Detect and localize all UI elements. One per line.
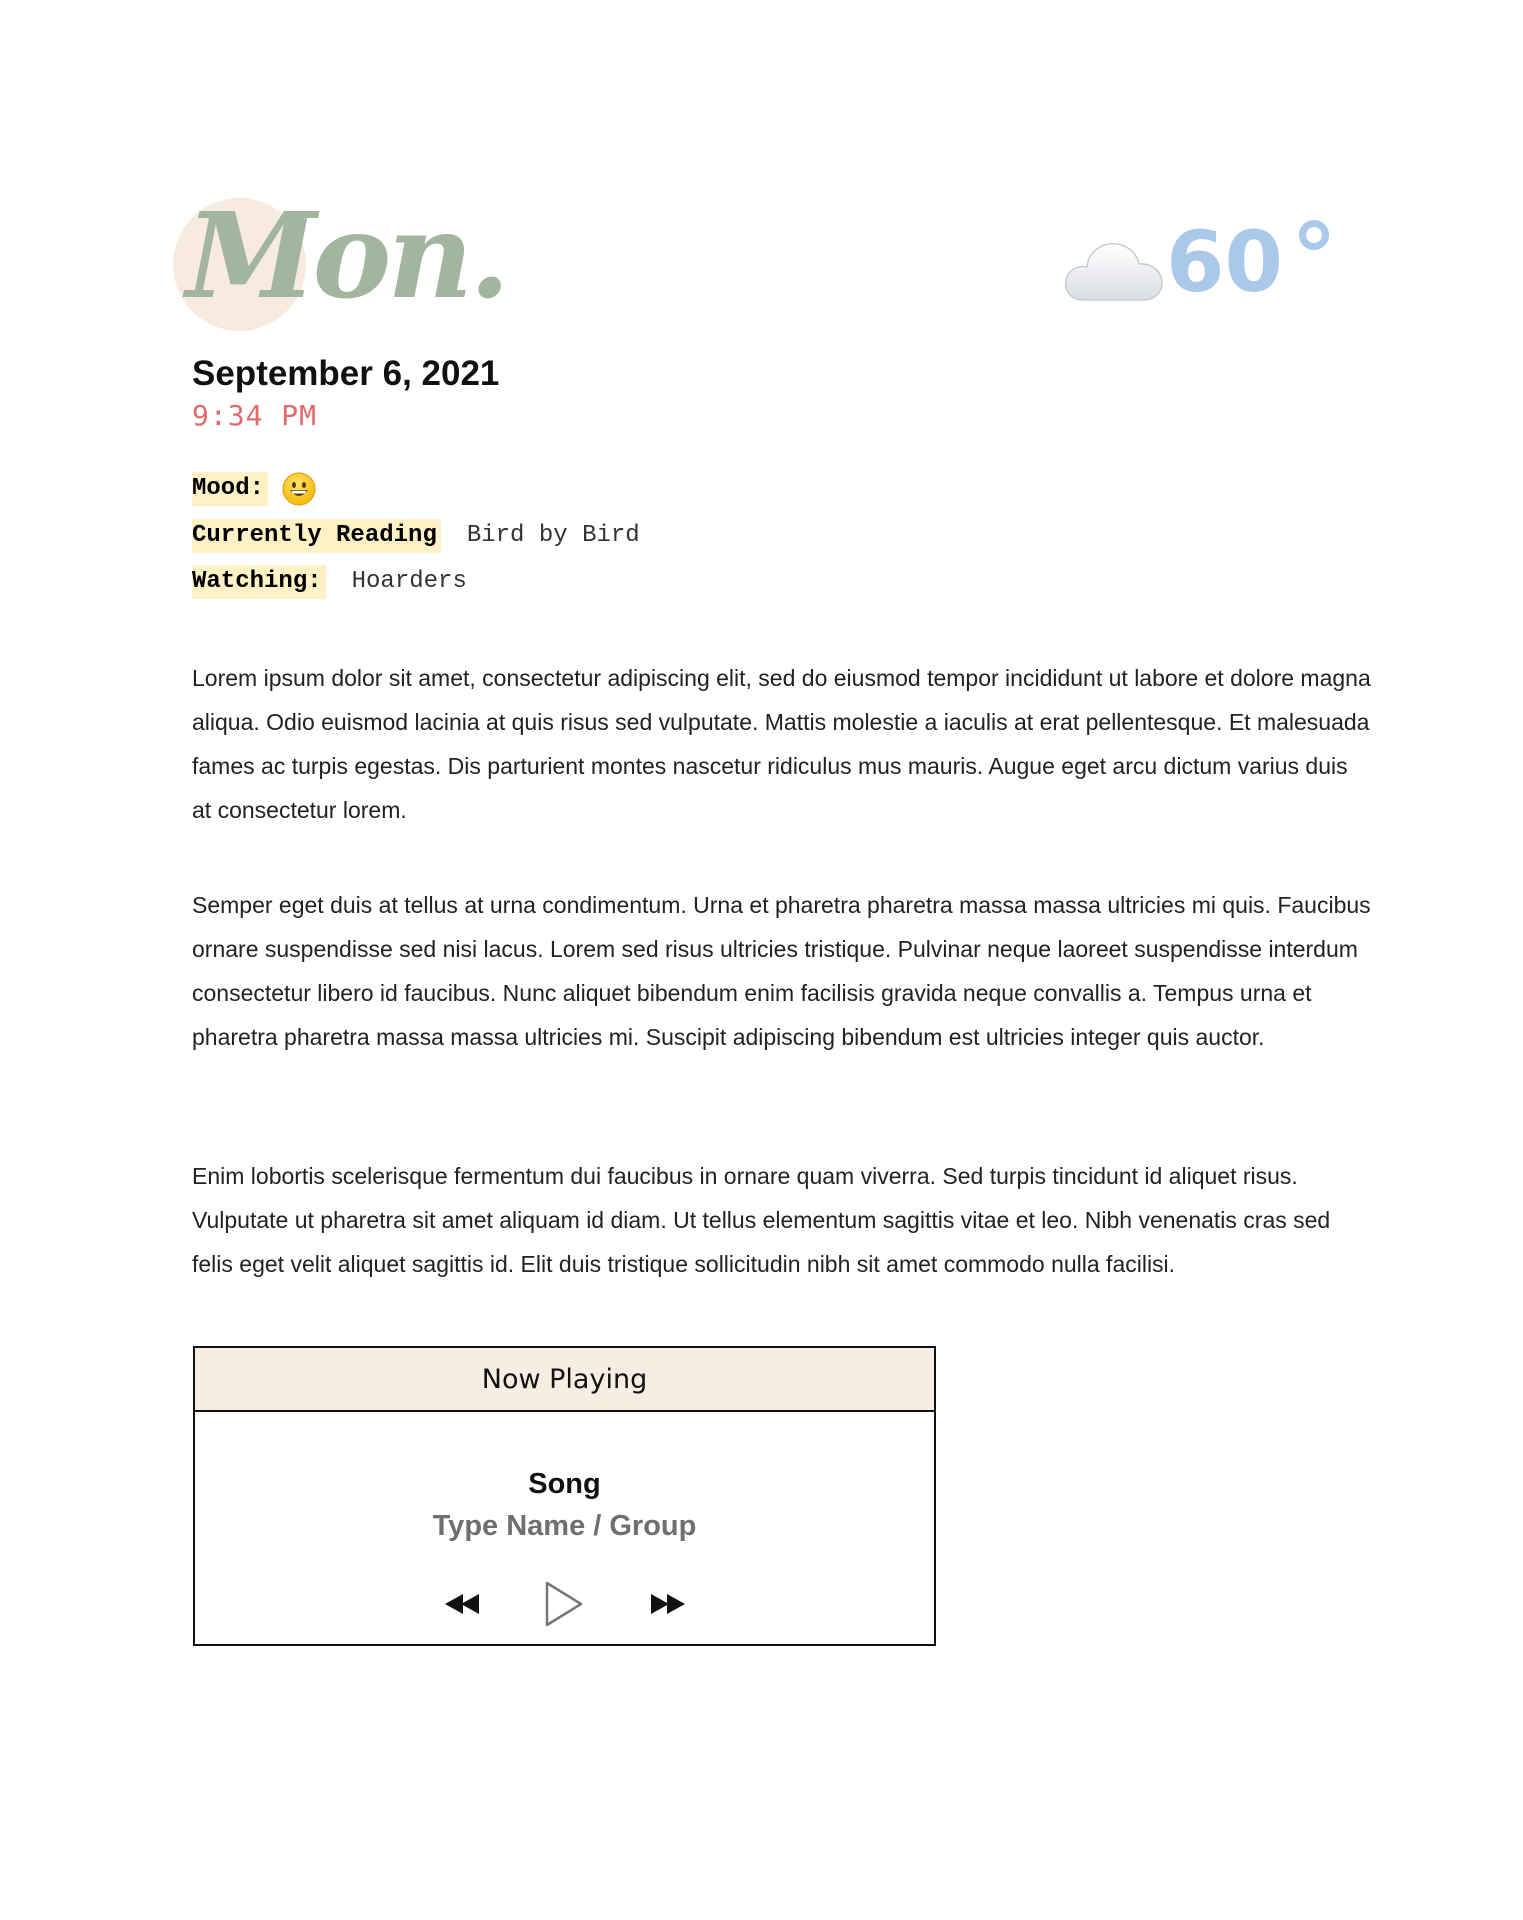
paragraph: Semper eget duis at tellus at urna condimentum. Urna et pharetra pharetra massa massa ultricies mi quis. Faucibus ornare suspendisse sed nisi lacus. Lorem sed risus ultricies tristique. Pulvinar neque laoreet suspendisse interdum consectetur libero id faucibus. Nunc aliquet bibendum enim facilisis gravida neque convallis a. Tempus urna et pharetra pharetra massa massa ultricies mi. Suscipit adipiscing bibendum est ultricies integer quis auctor.: [192, 892, 1371, 1050]
fast-forward-button[interactable]: [643, 1578, 687, 1630]
now-playing-header: Now Playing: [195, 1348, 934, 1412]
paragraph: Enim lobortis scelerisque fermentum dui faucibus in ornare quam viverra. Sed turpis tincidunt id aliquet risus. Vulputate ut pharetra sit amet aliquam id diam. Ut tellus elementum sagittis vitae et leo. Nibh venenatis cras sed felis eget velit aliquet sagittis id. Elit duis tristique sollicitudin nibh sit amet commodo nulla facilisi.: [192, 1163, 1331, 1277]
playback-controls: [195, 1578, 934, 1630]
now-playing-widget: [193, 1346, 936, 1646]
play-button[interactable]: [542, 1578, 586, 1630]
entry-date: September 6, 2021: [192, 354, 500, 393]
currently-reading-value: Bird by Bird: [466, 522, 640, 549]
watching-row: [192, 565, 467, 599]
song-title: Song: [528, 1468, 601, 1500]
watching-value: Hoarders: [351, 568, 467, 595]
grinning-face-icon: [282, 472, 316, 506]
currently-reading-row: [192, 519, 640, 553]
song-artist: Type Name / Group: [432, 1510, 697, 1542]
currently-reading-label: Currently Reading: [192, 519, 441, 553]
cloud-icon: [1062, 230, 1166, 310]
fast-forward-icon: [643, 1578, 687, 1630]
mood-label: Mood:: [192, 472, 268, 506]
play-icon: [542, 1578, 586, 1630]
temperature-value: 60: [1166, 213, 1283, 311]
mood-row: [192, 472, 316, 506]
rewind-icon: [443, 1578, 487, 1630]
degree-symbol: [1299, 220, 1329, 250]
watching-label: Watching:: [192, 565, 326, 599]
day-of-week: Mon.: [186, 186, 507, 325]
entry-time: 9:34 PM: [192, 399, 318, 432]
weather-widget: [1062, 214, 1329, 314]
paragraph: Lorem ipsum dolor sit amet, consectetur adipiscing elit, sed do eiusmod tempor incididunt ut labore et dolore magna aliqua. Odio euismod lacinia at quis risus sed vulputate. Mattis molestie a iaculis at erat pellentesque. Et malesuada fames ac turpis egestas. Dis parturient montes nascetur ridiculus mus mauris. Augue eget arcu dictum varius duis at consectetur lorem.: [192, 665, 1371, 823]
rewind-button[interactable]: [443, 1578, 487, 1630]
